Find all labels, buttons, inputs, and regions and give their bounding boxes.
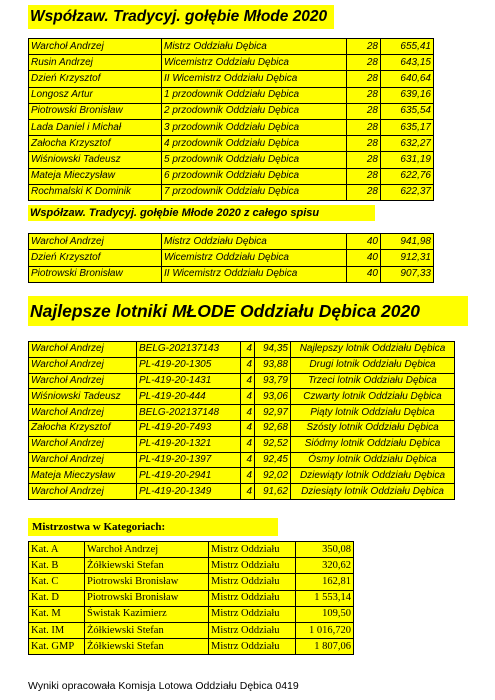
table-row	[29, 342, 455, 358]
cell-name: Warchoł Andrzej	[29, 357, 137, 373]
cell-score: 907,33	[381, 266, 434, 282]
cell-title: Dziesiąty lotnik Oddziału Dębica	[291, 484, 455, 500]
cell-count: 40	[347, 234, 381, 250]
cell-count: 4	[241, 420, 255, 436]
table-row	[29, 103, 434, 119]
table-row	[29, 639, 354, 655]
cell-count: 4	[241, 373, 255, 389]
table-row	[29, 484, 455, 500]
cell-score: 92,02	[255, 468, 291, 484]
cell-name: Warchoł Andrzej	[29, 436, 137, 452]
best-flyers-table	[28, 341, 455, 500]
section3-title: Najlepsze lotniki MŁODE Oddziału Dębica 2020	[28, 296, 468, 326]
cell-score: 631,19	[381, 152, 434, 168]
cell-title: Czwarty lotnik Oddziału Dębica	[291, 389, 455, 405]
cell-name: Załocha Krzysztof	[29, 136, 162, 152]
table-row	[29, 266, 434, 282]
cell-count: 28	[347, 103, 381, 119]
cell-score: 1 807,06	[296, 639, 354, 655]
cell-name: Świstak Kazimierz	[85, 606, 209, 622]
cell-name: Wiśniowski Tadeusz	[29, 389, 137, 405]
cell-name: Warchoł Andrzej	[85, 542, 209, 558]
cell-ring: PL-419-20-7493	[137, 420, 241, 436]
cell-score: 632,27	[381, 136, 434, 152]
cell-name: Piotrowski Bronisław	[85, 574, 209, 590]
cell-title: Wicemistrz Oddziału Dębica	[162, 250, 347, 266]
cell-title: Wicemistrz Oddziału Dębica	[162, 55, 347, 71]
cell-ring: PL-419-20-1397	[137, 452, 241, 468]
cell-count: 40	[347, 250, 381, 266]
cell-score: 622,37	[381, 184, 434, 200]
cell-title: II Wicemistrz Oddziału Dębica	[162, 71, 347, 87]
cell-title: 5 przodownik Oddziału Dębica	[162, 152, 347, 168]
cell-ring: PL-419-20-1349	[137, 484, 241, 500]
cell-title: Mistrz Oddziału	[209, 558, 296, 574]
table-row	[29, 136, 434, 152]
cell-name: Żółkiewski Stefan	[85, 558, 209, 574]
cell-name: Warchoł Andrzej	[29, 452, 137, 468]
cell-count: 4	[241, 342, 255, 358]
results-table-young	[28, 38, 434, 201]
table-row	[29, 184, 434, 200]
cell-count: 4	[241, 436, 255, 452]
cell-ring: PL-419-20-2941	[137, 468, 241, 484]
cell-count: 4	[241, 357, 255, 373]
table-row	[29, 558, 354, 574]
cell-score: 92,97	[255, 405, 291, 421]
cell-score: 643,15	[381, 55, 434, 71]
cell-cat: Kat. A	[29, 542, 85, 558]
cell-ring: PL-419-20-1321	[137, 436, 241, 452]
cell-score: 92,52	[255, 436, 291, 452]
cell-count: 28	[347, 39, 381, 55]
cell-count: 40	[347, 266, 381, 282]
cell-score: 93,06	[255, 389, 291, 405]
cell-count: 4	[241, 389, 255, 405]
table-row	[29, 71, 434, 87]
cell-name: Mateja Mieczysław	[29, 468, 137, 484]
cell-count: 4	[241, 452, 255, 468]
category-championships-table	[28, 541, 354, 655]
cell-score: 350,08	[296, 542, 354, 558]
cell-ring: PL-419-20-1305	[137, 357, 241, 373]
cell-score: 91,62	[255, 484, 291, 500]
cell-count: 28	[347, 152, 381, 168]
cell-name: Piotrowski Bronisław	[85, 590, 209, 606]
section4-title: Mistrzostwa w Kategoriach:	[28, 518, 278, 536]
cell-title: Dziewiąty lotnik Oddziału Dębica	[291, 468, 455, 484]
cell-cat: Kat. B	[29, 558, 85, 574]
table-row	[29, 119, 434, 135]
table-row	[29, 405, 455, 421]
cell-title: Mistrz Oddziału Dębica	[162, 234, 347, 250]
table-row	[29, 590, 354, 606]
cell-cat: Kat. M	[29, 606, 85, 622]
cell-title: 6 przodownik Oddziału Dębica	[162, 168, 347, 184]
cell-count: 28	[347, 184, 381, 200]
cell-score: 655,41	[381, 39, 434, 55]
cell-title: Najlepszy lotnik Oddziału Dębica	[291, 342, 455, 358]
cell-title: Mistrz Oddziału	[209, 639, 296, 655]
table-row	[29, 574, 354, 590]
cell-title: II Wicemistrz Oddziału Dębica	[162, 266, 347, 282]
cell-score: 93,79	[255, 373, 291, 389]
cell-name: Warchoł Andrzej	[29, 484, 137, 500]
table-row	[29, 87, 434, 103]
cell-score: 320,62	[296, 558, 354, 574]
table-row	[29, 39, 434, 55]
cell-count: 4	[241, 484, 255, 500]
cell-ring: PL-419-20-444	[137, 389, 241, 405]
cell-name: Lada Daniel i Michał	[29, 119, 162, 135]
cell-score: 941,98	[381, 234, 434, 250]
cell-name: Warchoł Andrzej	[29, 405, 137, 421]
cell-count: 4	[241, 468, 255, 484]
cell-name: Żółkiewski Stefan	[85, 639, 209, 655]
cell-title: Mistrz Oddziału Dębica	[162, 39, 347, 55]
cell-name: Piotrowski Bronisław	[29, 266, 162, 282]
cell-name: Rochmalski K Dominik	[29, 184, 162, 200]
cell-score: 1 016,720	[296, 622, 354, 638]
table-row	[29, 234, 434, 250]
table-row	[29, 468, 455, 484]
table-row	[29, 436, 455, 452]
table-row	[29, 152, 434, 168]
cell-count: 28	[347, 168, 381, 184]
cell-cat: Kat. GMP	[29, 639, 85, 655]
cell-title: 4 przodownik Oddziału Dębica	[162, 136, 347, 152]
cell-name: Załocha Krzysztof	[29, 420, 137, 436]
cell-name: Dzień Krzysztof	[29, 250, 162, 266]
section2-title: Współzaw. Tradycyj. gołębie Młode 2020 z całego spisu	[28, 205, 375, 221]
cell-title: Piąty lotnik Oddziału Dębica	[291, 405, 455, 421]
cell-name: Piotrowski Bronisław	[29, 103, 162, 119]
cell-title: Trzeci lotnik Oddziału Dębica	[291, 373, 455, 389]
cell-ring: BELG-202137143	[137, 342, 241, 358]
cell-title: Mistrz Oddziału	[209, 542, 296, 558]
cell-title: 2 przodownik Oddziału Dębica	[162, 103, 347, 119]
table-row	[29, 357, 455, 373]
cell-name: Rusin Andrzej	[29, 55, 162, 71]
cell-score: 635,17	[381, 119, 434, 135]
cell-title: Siódmy lotnik Oddziału Dębica	[291, 436, 455, 452]
cell-count: 4	[241, 405, 255, 421]
table-row	[29, 542, 354, 558]
cell-ring: BELG-202137148	[137, 405, 241, 421]
cell-score: 109,50	[296, 606, 354, 622]
cell-name: Longosz Artur	[29, 87, 162, 103]
results-table-full-list	[28, 233, 434, 283]
cell-title: Mistrz Oddziału	[209, 590, 296, 606]
cell-count: 28	[347, 87, 381, 103]
cell-name: Warchoł Andrzej	[29, 342, 137, 358]
cell-score: 1 553,14	[296, 590, 354, 606]
cell-score: 639,16	[381, 87, 434, 103]
cell-name: Dzień Krzysztof	[29, 71, 162, 87]
cell-name: Warchoł Andrzej	[29, 234, 162, 250]
cell-score: 640,64	[381, 71, 434, 87]
cell-score: 93,88	[255, 357, 291, 373]
cell-count: 28	[347, 71, 381, 87]
cell-ring: PL-419-20-1431	[137, 373, 241, 389]
cell-score: 92,45	[255, 452, 291, 468]
cell-name: Wiśniowski Tadeusz	[29, 152, 162, 168]
cell-name: Żółkiewski Stefan	[85, 622, 209, 638]
cell-cat: Kat. D	[29, 590, 85, 606]
cell-title: Mistrz Oddziału	[209, 622, 296, 638]
table-row	[29, 622, 354, 638]
cell-cat: Kat. C	[29, 574, 85, 590]
cell-score: 912,31	[381, 250, 434, 266]
cell-score: 92,68	[255, 420, 291, 436]
table-row	[29, 420, 455, 436]
table-row	[29, 55, 434, 71]
cell-title: Ósmy lotnik Oddziału Dębica	[291, 452, 455, 468]
cell-title: 7 przodownik Oddziału Dębica	[162, 184, 347, 200]
cell-count: 28	[347, 55, 381, 71]
table-row	[29, 373, 455, 389]
cell-score: 635,54	[381, 103, 434, 119]
cell-title: Szósty lotnik Oddziału Dębica	[291, 420, 455, 436]
cell-name: Warchoł Andrzej	[29, 373, 137, 389]
cell-count: 28	[347, 136, 381, 152]
table-row	[29, 389, 455, 405]
footer-note: Wyniki opracowała Komisja Lotowa Oddziału Dębica 0419	[28, 680, 299, 692]
cell-title: 1 przodownik Oddziału Dębica	[162, 87, 347, 103]
table-row	[29, 250, 434, 266]
cell-title: Mistrz Oddziału	[209, 574, 296, 590]
cell-name: Warchoł Andrzej	[29, 39, 162, 55]
table-row	[29, 606, 354, 622]
cell-score: 162,81	[296, 574, 354, 590]
cell-count: 28	[347, 119, 381, 135]
section1-title: Współzaw. Tradycyj. gołębie Młode 2020	[28, 5, 334, 29]
cell-title: Mistrz Oddziału	[209, 606, 296, 622]
cell-name: Mateja Mieczysław	[29, 168, 162, 184]
cell-score: 622,76	[381, 168, 434, 184]
cell-title: 3 przodownik Oddziału Dębica	[162, 119, 347, 135]
cell-score: 94,35	[255, 342, 291, 358]
table-row	[29, 168, 434, 184]
table-row	[29, 452, 455, 468]
cell-title: Drugi lotnik Oddziału Dębica	[291, 357, 455, 373]
cell-cat: Kat. IM	[29, 622, 85, 638]
